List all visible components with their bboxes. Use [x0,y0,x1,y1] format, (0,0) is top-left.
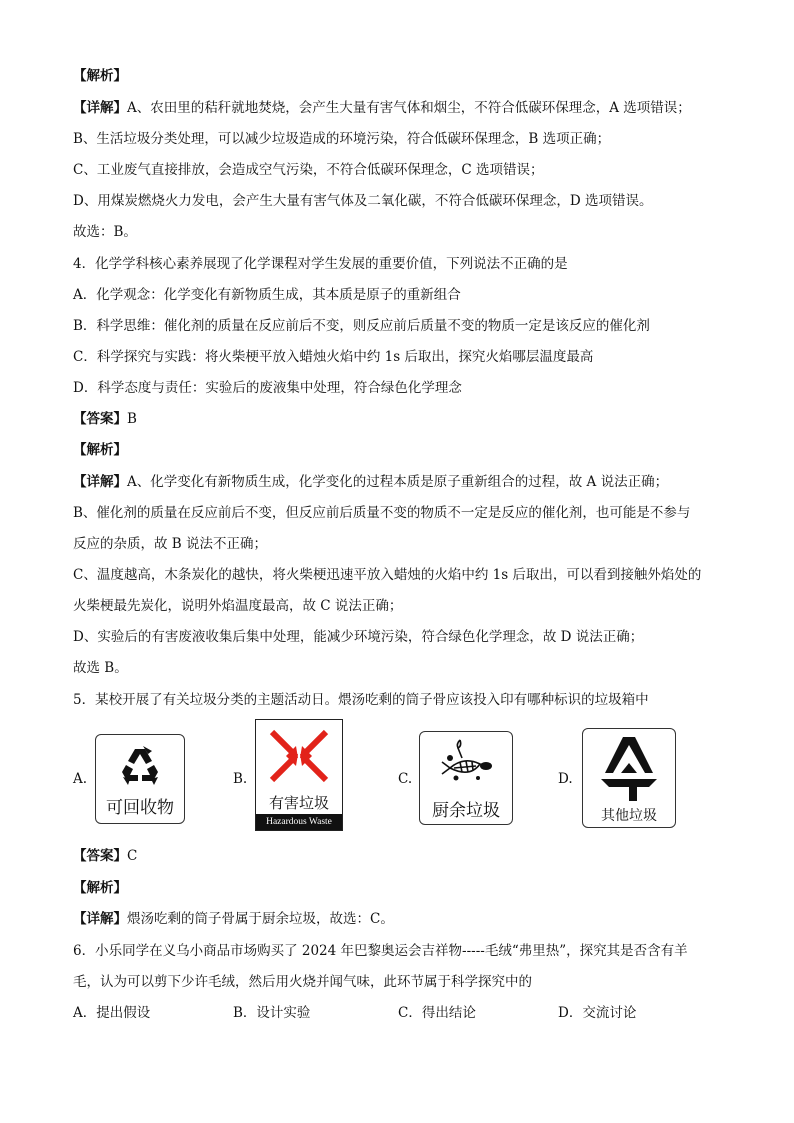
q5-detail-tag: 【详解】 [73,911,127,927]
fish-bone-icon [420,734,512,792]
kitchen-waste-label: 厨余垃圾 [432,801,500,821]
q4-detail-line-2: B、催化剂的质量在反应前后不变，但反应前后质量不变的物质不一定是反应的催化剂，也可能是不参与 [73,505,691,521]
q5-analysis-tag: 【解析】 [73,880,127,896]
q4-detail-line-4: C、温度越高，木条炭化的越快，将火柴梗迅速平放入蜡烛的火焰中约 1s 后取出，可以看到接触外焰处的 [73,567,702,583]
q6-stem-line-1: 6．小乐同学在义乌小商品市场购买了 2024 年巴黎奥运会吉祥物-----毛绒“弗里热”，探究其是否含有羊 [73,943,688,959]
q4-option-c: C．科学探究与实践：将火柴梗平放入蜡烛火焰中约 1s 后取出，探究火焰哪层温度最高 [73,349,594,365]
q5-stem: 5．某校开展了有关垃圾分类的主题活动日。煨汤吃剩的筒子骨应该投入印有哪种标识的垃圾箱中 [73,692,649,708]
q4-detail-line-7: 故选 B。 [73,660,128,676]
q5-answer-value: C [127,848,138,864]
hazardous-label: 有害垃圾 [268,794,329,812]
q4-detail-tag: 【详解】 [73,474,127,490]
q4-answer-tag: 【答案】 [73,411,127,427]
q5-option-a-letter: A. [73,771,88,787]
hazardous-icon [256,722,342,792]
q4-analysis-tag: 【解析】 [73,442,127,458]
q3-detail-line-c: C、工业废气直接排放，会造成空气污染，不符合低碳环保理念，C 选项错误； [73,162,544,178]
q5-option-c-letter: C. [398,771,413,787]
q3-detail-line-b: B、生活垃圾分类处理，可以减少垃圾造成的环境污染，符合低碳环保理念，B 选项正确； [73,131,611,147]
q5-answer-tag: 【答案】 [73,848,127,864]
q5-detail: 【详解】煨汤吃剩的筒子骨属于厨余垃圾，故选：C。 [73,911,394,927]
recyclable-sign [95,734,185,824]
q4-detail-line-1: 【详解】A、化学变化有新物质生成，化学变化的过程本质是原子重新组合的过程，故 A 说法正确； [73,474,669,490]
q4-option-d: D．科学态度与责任：实验后的废液集中处理，符合绿色化学理念 [73,380,462,396]
q5-answer [73,846,137,866]
hazardous-sublabel: Hazardous Waste [256,814,342,830]
q4-answer [73,409,137,429]
recyclable-label: 可回收物 [106,798,174,818]
q4-answer-value: B [127,411,137,427]
q3-analysis-tag: 【解析】 [73,68,127,84]
q3-detail-tag: 【详解】 [73,100,127,116]
other-waste-label: 其他垃圾 [601,808,657,824]
q5-option-d-letter: D. [558,771,573,787]
q6-option-c: C．得出结论 [398,1005,476,1021]
q4-detail-line-3: 反应的杂质，故 B 说法不正确； [73,536,268,552]
q6-option-a: A．提出假设 [73,1005,151,1021]
q6-stem-line-2: 毛，认为可以剪下少许毛绒，然后用火烧并闻气味，此环节属于科学探究中的 [73,974,532,990]
recycle-icon [96,739,184,795]
q5-option-b-letter: B. [233,771,248,787]
q3-detail-line-a: 【详解】A、农田里的秸秆就地焚烧，会产生大量有害气体和烟尘，不符合低碳环保理念，A 选项错误； [73,100,691,116]
q6-option-b: B．设计实验 [233,1005,311,1021]
q4-option-a: A．化学观念：化学变化有新物质生成，其本质是原子的重新组合 [73,287,461,303]
q4-stem: 4．化学学科核心素养展现了化学课程对学生发展的重要价值，下列说法不正确的是 [73,256,568,272]
kitchen-waste-sign [419,731,513,825]
hazardous-sign [255,719,343,831]
q3-conclusion: 故选：B。 [73,224,137,240]
q4-detail-line-5: 火柴梗最先炭化，说明外焰温度最高，故 C 说法正确； [73,598,403,614]
q6-option-d: D．交流讨论 [558,1005,637,1021]
q4-detail-line-6: D、实验后的有害废液收集后集中处理，能减少环境污染，符合绿色化学理念，故 D 说法正确； [73,629,644,645]
other-waste-sign [582,728,676,828]
q4-option-b: B．科学思维：催化剂的质量在反应前后不变，则反应前后质量不变的物质一定是该反应的催化剂 [73,318,650,334]
other-waste-icon [583,733,675,803]
q3-detail-line-d: D、用煤炭燃烧火力发电，会产生大量有害气体及二氧化碳，不符合低碳环保理念，D 选项错误。 [73,193,653,209]
